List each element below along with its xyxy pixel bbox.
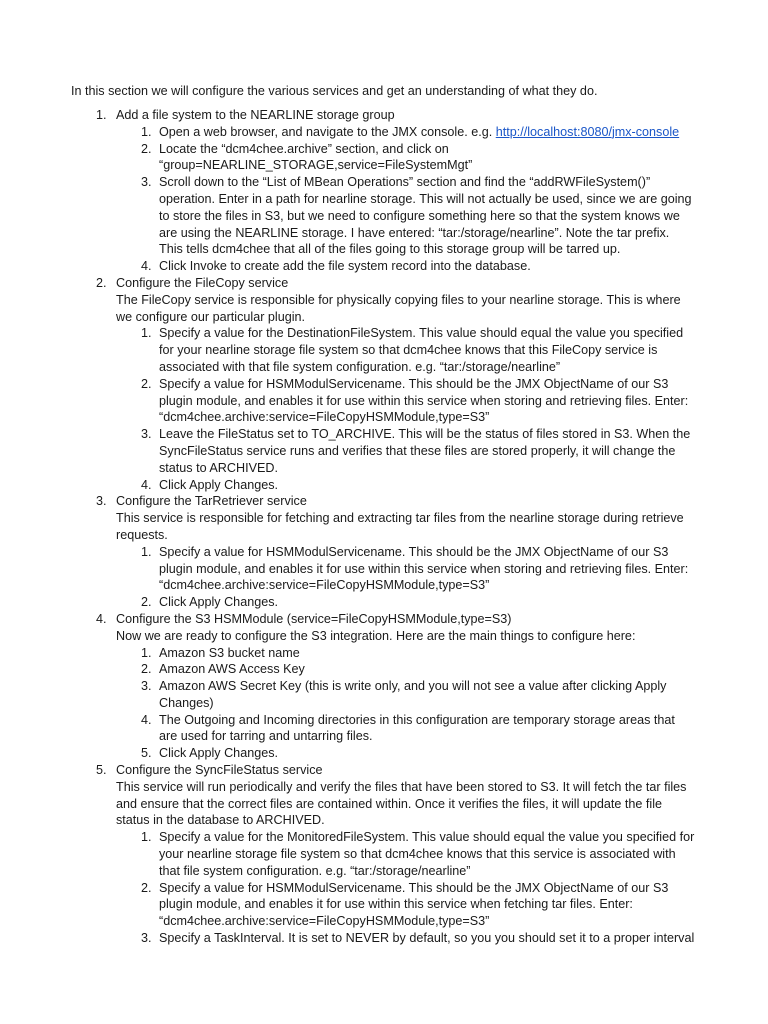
substep-number: 3. (141, 679, 152, 694)
substep-number: 3. (141, 427, 152, 442)
jmx-console-link[interactable]: http://localhost:8080/jmx-console (495, 124, 680, 139)
step-title: Configure the S3 HSMModule (service=FileCopyHSMModule,type=S3) (116, 611, 512, 626)
substep-number: 1. (141, 326, 152, 341)
substeps-list (116, 645, 696, 763)
substep (116, 426, 695, 476)
substep-number: 2. (141, 376, 152, 391)
step-number: 1. (96, 108, 107, 122)
substep (116, 544, 695, 594)
substep-number: 3. (141, 931, 152, 946)
substep (116, 174, 695, 258)
substep (116, 124, 695, 141)
substep (116, 376, 695, 426)
substep-text: Specify a value for HSMModulServicename. This should be the JMX ObjectName of our S3 plugin module, and enables it for use within this service when storing and retrieving files. Enter: “dcm4chee.archive:service=FileCopyHSMModule,type=S3” (159, 544, 689, 593)
substeps-list (116, 829, 696, 947)
substep-text: Click Apply Changes. (159, 595, 279, 610)
substep (116, 829, 695, 879)
step-description: This service will run periodically and verify the files that have been stored to S3. It will fetch the tar files and ensure that the correct files are contained within. Once it verifies the files, it will update the file status in the database to ARCHIVED. (116, 779, 687, 828)
steps-list (0, 107, 768, 947)
substep (116, 141, 695, 175)
substep-text: Click Invoke to create add the file system record into the database. (159, 259, 531, 274)
substep-number: 2. (141, 595, 152, 610)
step-5 (0, 762, 696, 947)
step-2 (0, 275, 696, 493)
step-number: 3. (96, 494, 107, 509)
step-1 (0, 107, 696, 275)
step-3 (0, 493, 696, 611)
substep-number: 1. (141, 124, 152, 139)
substep-number: 1. (141, 830, 152, 845)
substeps-list (116, 124, 696, 275)
substep-text: Amazon AWS Access Key (159, 662, 305, 677)
substep (116, 594, 695, 611)
substep-text: The Outgoing and Incoming directories in this configuration are temporary storage areas that are used for tarring and untarring files. (159, 712, 675, 744)
substep-number: 1. (141, 544, 152, 559)
step-title: Add a file system to the NEARLINE storage group (116, 108, 395, 122)
substep (116, 678, 695, 712)
substep-text: Specify a value for HSMModulServicename. This should be the JMX ObjectName of our S3 plugin module, and enables it for use within this service when fetching tar files. Enter: “dcm4chee.archive:service=FileCopyHSMModule,type=S3” (159, 880, 669, 929)
substeps-list (116, 325, 696, 493)
substep (116, 661, 695, 678)
substep-text: Specify a value for the MonitoredFileSystem. This value should equal the value you specified for your nearline storage file system so that dcm4chee knows that this service is associated with that file system configuration. e.g. “tar:/storage/nearline” (159, 830, 695, 878)
substeps-list (116, 544, 696, 611)
substep-number: 1. (141, 645, 152, 660)
step-title: Configure the FileCopy service (116, 275, 289, 290)
step-description: This service is responsible for fetching and extracting tar files from the nearline storage during retrieve requests. (116, 511, 684, 542)
step-number: 2. (96, 275, 107, 290)
substep-text: Scroll down to the “List of MBean Operations” section and find the “addRWFileSystem()” operation. Enter in a path for nearline storage. This will not actually be used, since we are going to store the files in S3, but we need to configure something here so that the system knows we are using the NEARLINE storage. I have entered: “tar:/storage/nearline”. Note the tar prefix. This tells dcm4chee that all of the files going to this storage group will be tarred up. (159, 175, 692, 257)
substep-number: 2. (141, 880, 152, 895)
substep-number: 3. (141, 175, 152, 190)
substep-text: Amazon AWS Secret Key (this is write only, and you will not see a value after clicking Apply Changes) (159, 679, 667, 710)
substep (116, 745, 695, 762)
intro-paragraph: In this section we will configure the various services and get an understanding of what they do. (71, 84, 598, 98)
step-number: 4. (96, 611, 107, 626)
step-title: Configure the TarRetriever service (116, 494, 307, 509)
substep (116, 712, 695, 746)
substep-number: 4. (141, 259, 152, 274)
substep (116, 930, 695, 947)
step-description: The FileCopy service is responsible for physically copying files to your nearline storage. This is where we configure our particular plugin. (116, 292, 681, 324)
substep (116, 880, 695, 930)
step-number: 5. (96, 763, 107, 778)
substep-text: Click Apply Changes. (159, 477, 279, 492)
substep-text: Specify a value for the DestinationFileSystem. This value should equal the value you specified for your nearline storage file system so that dcm4chee knows that this FileCopy service is associated with that file system configuration. e.g. “tar:/storage/nearline” (159, 326, 684, 374)
substep-number: 2. (141, 141, 152, 156)
substep (116, 325, 695, 375)
step-4 (0, 611, 696, 762)
substep-text: Locate the “dcm4chee.archive” section, and click on “group=NEARLINE_STORAGE,service=FileSystemMgt” (159, 141, 473, 173)
substep-text: Click Apply Changes. (159, 746, 279, 761)
step-title: Configure the SyncFileStatus service (116, 763, 323, 778)
substep-text: Specify a TaskInterval. It is set to NEVER by default, so you you should set it to a proper interval (159, 931, 695, 946)
substep-number: 5. (141, 746, 152, 761)
substep-text: Amazon S3 bucket name (159, 645, 300, 660)
step-description: Now we are ready to configure the S3 integration. Here are the main things to configure here: (116, 628, 636, 643)
substep-number: 2. (141, 662, 152, 677)
substep-text: Open a web browser, and navigate to the JMX console. e.g. (159, 124, 496, 139)
substep-text: Leave the FileStatus set to TO_ARCHIVE. This will be the status of files stored in S3. When the SyncFileStatus service runs and verifies that these files are stored properly, it will change the status to ARCHIVED. (159, 427, 691, 475)
substep-number: 4. (141, 477, 152, 492)
substep (116, 258, 695, 275)
substep-text: Specify a value for HSMModulServicename. This should be the JMX ObjectName of our S3 plugin module, and enables it for use within this service when storing and retrieving files. Enter: “dcm4chee.archive:service=FileCopyHSMModule,type=S3” (159, 376, 689, 425)
substep (116, 477, 695, 494)
substep (116, 645, 695, 662)
substep-number: 4. (141, 712, 152, 727)
